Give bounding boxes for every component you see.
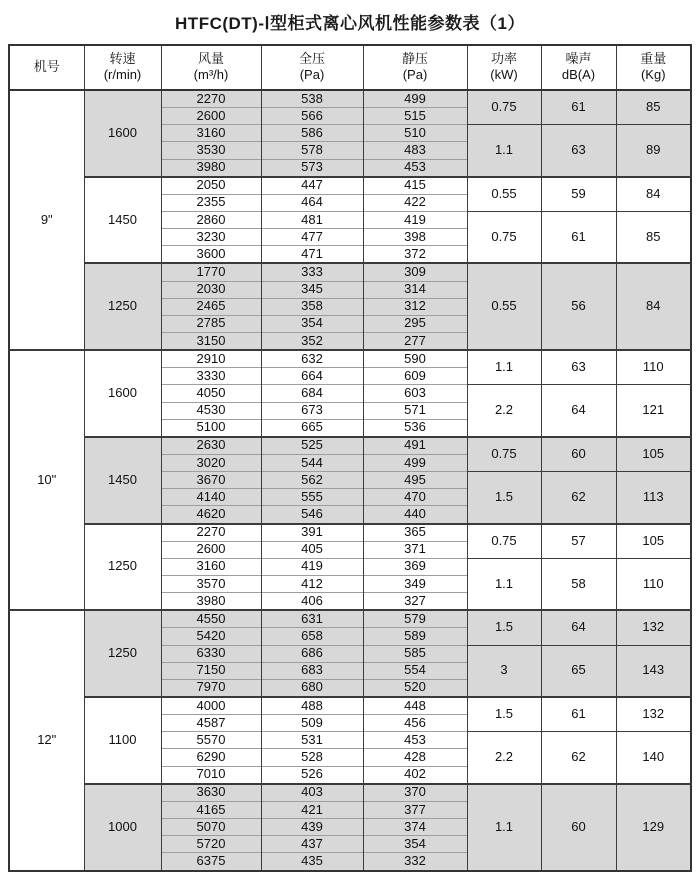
total-pressure-cell: 665: [261, 419, 363, 437]
noise-cell: 65: [541, 645, 616, 697]
static-pressure-cell: 453: [363, 732, 467, 749]
table-row: [9, 263, 691, 281]
power-cell: 2.2: [467, 732, 541, 784]
weight-cell: 84: [616, 177, 691, 212]
speed-cell: 1600: [84, 350, 161, 437]
noise-cell: 56: [541, 263, 616, 350]
static-pressure-cell: 309: [363, 263, 467, 281]
noise-cell: 61: [541, 697, 616, 732]
noise-cell: 60: [541, 784, 616, 871]
airflow-cell: 2355: [161, 194, 261, 211]
static-pressure-cell: 453: [363, 159, 467, 177]
airflow-cell: 4587: [161, 715, 261, 732]
airflow-cell: 4140: [161, 489, 261, 506]
airflow-cell: 4000: [161, 697, 261, 715]
airflow-cell: 1770: [161, 263, 261, 281]
speed-cell: 1100: [84, 697, 161, 784]
static-pressure-cell: 398: [363, 229, 467, 246]
column-header-speed: [84, 45, 161, 90]
airflow-cell: 5720: [161, 836, 261, 853]
airflow-cell: 2860: [161, 212, 261, 229]
static-pressure-cell: 374: [363, 819, 467, 836]
power-cell: 1.1: [467, 350, 541, 385]
airflow-cell: 6290: [161, 749, 261, 766]
static-pressure-cell: 483: [363, 142, 467, 159]
static-pressure-cell: 312: [363, 298, 467, 315]
static-pressure-cell: 349: [363, 576, 467, 593]
weight-cell: 105: [616, 437, 691, 472]
noise-cell: 58: [541, 558, 616, 610]
total-pressure-cell: 391: [261, 524, 363, 542]
power-cell: 1.1: [467, 784, 541, 871]
airflow-cell: 4165: [161, 801, 261, 818]
power-cell: 1.1: [467, 125, 541, 177]
static-pressure-cell: 422: [363, 194, 467, 211]
total-pressure-cell: 333: [261, 263, 363, 281]
total-pressure-cell: 481: [261, 212, 363, 229]
total-pressure-cell: 546: [261, 506, 363, 524]
total-pressure-cell: 435: [261, 853, 363, 871]
noise-cell: 57: [541, 524, 616, 559]
airflow-cell: 2785: [161, 315, 261, 332]
static-pressure-cell: 415: [363, 177, 467, 195]
static-pressure-cell: 440: [363, 506, 467, 524]
airflow-cell: 5420: [161, 628, 261, 645]
static-pressure-cell: 609: [363, 368, 467, 385]
column-header-airflow: [161, 45, 261, 90]
total-pressure-cell: 406: [261, 593, 363, 611]
power-cell: 0.75: [467, 90, 541, 125]
noise-cell: 59: [541, 177, 616, 212]
airflow-cell: 6375: [161, 853, 261, 871]
speed-cell: 1450: [84, 177, 161, 264]
static-pressure-cell: 585: [363, 645, 467, 662]
noise-cell: 61: [541, 212, 616, 264]
noise-cell: 63: [541, 350, 616, 385]
total-pressure-cell: 632: [261, 350, 363, 368]
total-pressure-cell: 680: [261, 679, 363, 697]
airflow-cell: 2465: [161, 298, 261, 315]
speed-cell: 1250: [84, 263, 161, 350]
table-row: [9, 784, 691, 802]
airflow-cell: 3980: [161, 593, 261, 611]
weight-cell: 85: [616, 90, 691, 125]
header-label: 静压: [401, 51, 428, 67]
airflow-cell: 3570: [161, 576, 261, 593]
power-cell: 1.5: [467, 697, 541, 732]
power-cell: 0.55: [467, 177, 541, 212]
table-row: [9, 90, 691, 108]
static-pressure-cell: 571: [363, 402, 467, 419]
speed-cell: 1600: [84, 90, 161, 177]
static-pressure-cell: 402: [363, 766, 467, 784]
airflow-cell: 4530: [161, 402, 261, 419]
noise-cell: 61: [541, 90, 616, 125]
total-pressure-cell: 419: [261, 558, 363, 575]
weight-cell: 105: [616, 524, 691, 559]
header-label: 风量: [197, 51, 224, 67]
total-pressure-cell: 578: [261, 142, 363, 159]
weight-cell: 129: [616, 784, 691, 871]
airflow-cell: 3600: [161, 246, 261, 264]
noise-cell: 64: [541, 610, 616, 645]
airflow-cell: 7150: [161, 662, 261, 679]
weight-cell: 121: [616, 385, 691, 437]
weight-cell: 132: [616, 697, 691, 732]
weight-cell: 85: [616, 212, 691, 264]
column-header-model: [9, 45, 84, 90]
airflow-cell: 3670: [161, 472, 261, 489]
speed-cell: 1250: [84, 524, 161, 611]
static-pressure-cell: 354: [363, 836, 467, 853]
total-pressure-cell: 555: [261, 489, 363, 506]
total-pressure-cell: 358: [261, 298, 363, 315]
static-pressure-cell: 365: [363, 524, 467, 542]
speed-cell: 1450: [84, 437, 161, 524]
total-pressure-cell: 403: [261, 784, 363, 802]
header-unit: (Kg): [640, 67, 666, 82]
fan-spec-table: [8, 44, 692, 872]
static-pressure-cell: 495: [363, 472, 467, 489]
airflow-cell: 3230: [161, 229, 261, 246]
airflow-cell: 7010: [161, 766, 261, 784]
static-pressure-cell: 370: [363, 784, 467, 802]
header-label: 转速: [109, 51, 136, 67]
airflow-cell: 6330: [161, 645, 261, 662]
total-pressure-cell: 447: [261, 177, 363, 195]
header-unit: (Pa): [402, 67, 428, 82]
column-header-power: [467, 45, 541, 90]
total-pressure-cell: 686: [261, 645, 363, 662]
model-cell: 10": [9, 350, 84, 610]
table-row: [9, 437, 691, 455]
total-pressure-cell: 562: [261, 472, 363, 489]
total-pressure-cell: 412: [261, 576, 363, 593]
power-cell: 0.55: [467, 263, 541, 350]
total-pressure-cell: 658: [261, 628, 363, 645]
total-pressure-cell: 573: [261, 159, 363, 177]
static-pressure-cell: 371: [363, 541, 467, 558]
static-pressure-cell: 332: [363, 853, 467, 871]
table-row: [9, 177, 691, 195]
column-header-weight: [616, 45, 691, 90]
noise-cell: 62: [541, 732, 616, 784]
table-row: [9, 610, 691, 628]
airflow-cell: 3330: [161, 368, 261, 385]
static-pressure-cell: 590: [363, 350, 467, 368]
power-cell: 1.5: [467, 472, 541, 524]
table-header: [9, 45, 691, 90]
table-body: [9, 90, 691, 871]
weight-cell: 132: [616, 610, 691, 645]
header-label: 机号: [33, 59, 60, 75]
total-pressure-cell: 352: [261, 332, 363, 350]
airflow-cell: 4550: [161, 610, 261, 628]
header-label: 重量: [640, 51, 667, 67]
airflow-cell: 2600: [161, 108, 261, 125]
total-pressure-cell: 471: [261, 246, 363, 264]
airflow-cell: 7970: [161, 679, 261, 697]
static-pressure-cell: 419: [363, 212, 467, 229]
airflow-cell: 2050: [161, 177, 261, 195]
static-pressure-cell: 499: [363, 90, 467, 108]
header-unit: (Pa): [299, 67, 325, 82]
airflow-cell: 4620: [161, 506, 261, 524]
airflow-cell: 2630: [161, 437, 261, 455]
power-cell: 3: [467, 645, 541, 697]
airflow-cell: 2030: [161, 281, 261, 298]
page-title: HTFC(DT)-Ⅰ型柜式离心风机性能参数表（1）: [175, 14, 525, 33]
column-header-total-pressure: [261, 45, 363, 90]
weight-cell: 113: [616, 472, 691, 524]
total-pressure-cell: 405: [261, 541, 363, 558]
power-cell: 0.75: [467, 212, 541, 264]
airflow-cell: 2910: [161, 350, 261, 368]
total-pressure-cell: 566: [261, 108, 363, 125]
model-cell: 12": [9, 610, 84, 871]
weight-cell: 143: [616, 645, 691, 697]
total-pressure-cell: 526: [261, 766, 363, 784]
noise-cell: 60: [541, 437, 616, 472]
airflow-cell: 3160: [161, 558, 261, 575]
weight-cell: 140: [616, 732, 691, 784]
static-pressure-cell: 456: [363, 715, 467, 732]
airflow-cell: 2270: [161, 90, 261, 108]
static-pressure-cell: 314: [363, 281, 467, 298]
static-pressure-cell: 515: [363, 108, 467, 125]
total-pressure-cell: 477: [261, 229, 363, 246]
header-row: [9, 45, 691, 90]
static-pressure-cell: 327: [363, 593, 467, 611]
static-pressure-cell: 536: [363, 419, 467, 437]
power-cell: 1.1: [467, 558, 541, 610]
header-label: 噪声: [565, 51, 592, 67]
total-pressure-cell: 354: [261, 315, 363, 332]
total-pressure-cell: 345: [261, 281, 363, 298]
weight-cell: 84: [616, 263, 691, 350]
table-row: [9, 697, 691, 715]
static-pressure-cell: 377: [363, 801, 467, 818]
noise-cell: 64: [541, 385, 616, 437]
total-pressure-cell: 673: [261, 402, 363, 419]
total-pressure-cell: 439: [261, 819, 363, 836]
static-pressure-cell: 499: [363, 455, 467, 472]
weight-cell: 110: [616, 350, 691, 385]
static-pressure-cell: 369: [363, 558, 467, 575]
header-unit: (kW): [490, 67, 518, 82]
table-row: [9, 350, 691, 368]
static-pressure-cell: 372: [363, 246, 467, 264]
header-label: 全压: [298, 51, 325, 67]
weight-cell: 110: [616, 558, 691, 610]
static-pressure-cell: 470: [363, 489, 467, 506]
total-pressure-cell: 544: [261, 455, 363, 472]
airflow-cell: 4050: [161, 385, 261, 402]
total-pressure-cell: 464: [261, 194, 363, 211]
static-pressure-cell: 520: [363, 679, 467, 697]
total-pressure-cell: 684: [261, 385, 363, 402]
header-unit: (m³/h): [193, 67, 229, 82]
total-pressure-cell: 528: [261, 749, 363, 766]
airflow-cell: 2270: [161, 524, 261, 542]
static-pressure-cell: 589: [363, 628, 467, 645]
speed-cell: 1250: [84, 610, 161, 697]
total-pressure-cell: 586: [261, 125, 363, 142]
static-pressure-cell: 603: [363, 385, 467, 402]
airflow-cell: 3160: [161, 125, 261, 142]
total-pressure-cell: 631: [261, 610, 363, 628]
noise-cell: 62: [541, 472, 616, 524]
total-pressure-cell: 531: [261, 732, 363, 749]
static-pressure-cell: 579: [363, 610, 467, 628]
airflow-cell: 3980: [161, 159, 261, 177]
total-pressure-cell: 488: [261, 697, 363, 715]
column-header-static-pressure: [363, 45, 467, 90]
header-unit: (r/min): [103, 67, 142, 82]
total-pressure-cell: 509: [261, 715, 363, 732]
noise-cell: 63: [541, 125, 616, 177]
airflow-cell: 5100: [161, 419, 261, 437]
header-unit: dB(A): [561, 67, 596, 82]
airflow-cell: 3020: [161, 455, 261, 472]
static-pressure-cell: 277: [363, 332, 467, 350]
total-pressure-cell: 437: [261, 836, 363, 853]
airflow-cell: 5570: [161, 732, 261, 749]
airflow-cell: 3530: [161, 142, 261, 159]
static-pressure-cell: 510: [363, 125, 467, 142]
airflow-cell: 3630: [161, 784, 261, 802]
static-pressure-cell: 428: [363, 749, 467, 766]
airflow-cell: 3150: [161, 332, 261, 350]
static-pressure-cell: 554: [363, 662, 467, 679]
weight-cell: 89: [616, 125, 691, 177]
static-pressure-cell: 295: [363, 315, 467, 332]
total-pressure-cell: 683: [261, 662, 363, 679]
speed-cell: 1000: [84, 784, 161, 871]
power-cell: 1.5: [467, 610, 541, 645]
table-row: [9, 524, 691, 542]
airflow-cell: 2600: [161, 541, 261, 558]
airflow-cell: 5070: [161, 819, 261, 836]
model-cell: 9": [9, 90, 84, 350]
total-pressure-cell: 525: [261, 437, 363, 455]
total-pressure-cell: 421: [261, 801, 363, 818]
total-pressure-cell: 538: [261, 90, 363, 108]
header-label: 功率: [490, 51, 517, 67]
column-header-noise: [541, 45, 616, 90]
power-cell: 0.75: [467, 524, 541, 559]
static-pressure-cell: 448: [363, 697, 467, 715]
static-pressure-cell: 491: [363, 437, 467, 455]
total-pressure-cell: 664: [261, 368, 363, 385]
power-cell: 2.2: [467, 385, 541, 437]
power-cell: 0.75: [467, 437, 541, 472]
